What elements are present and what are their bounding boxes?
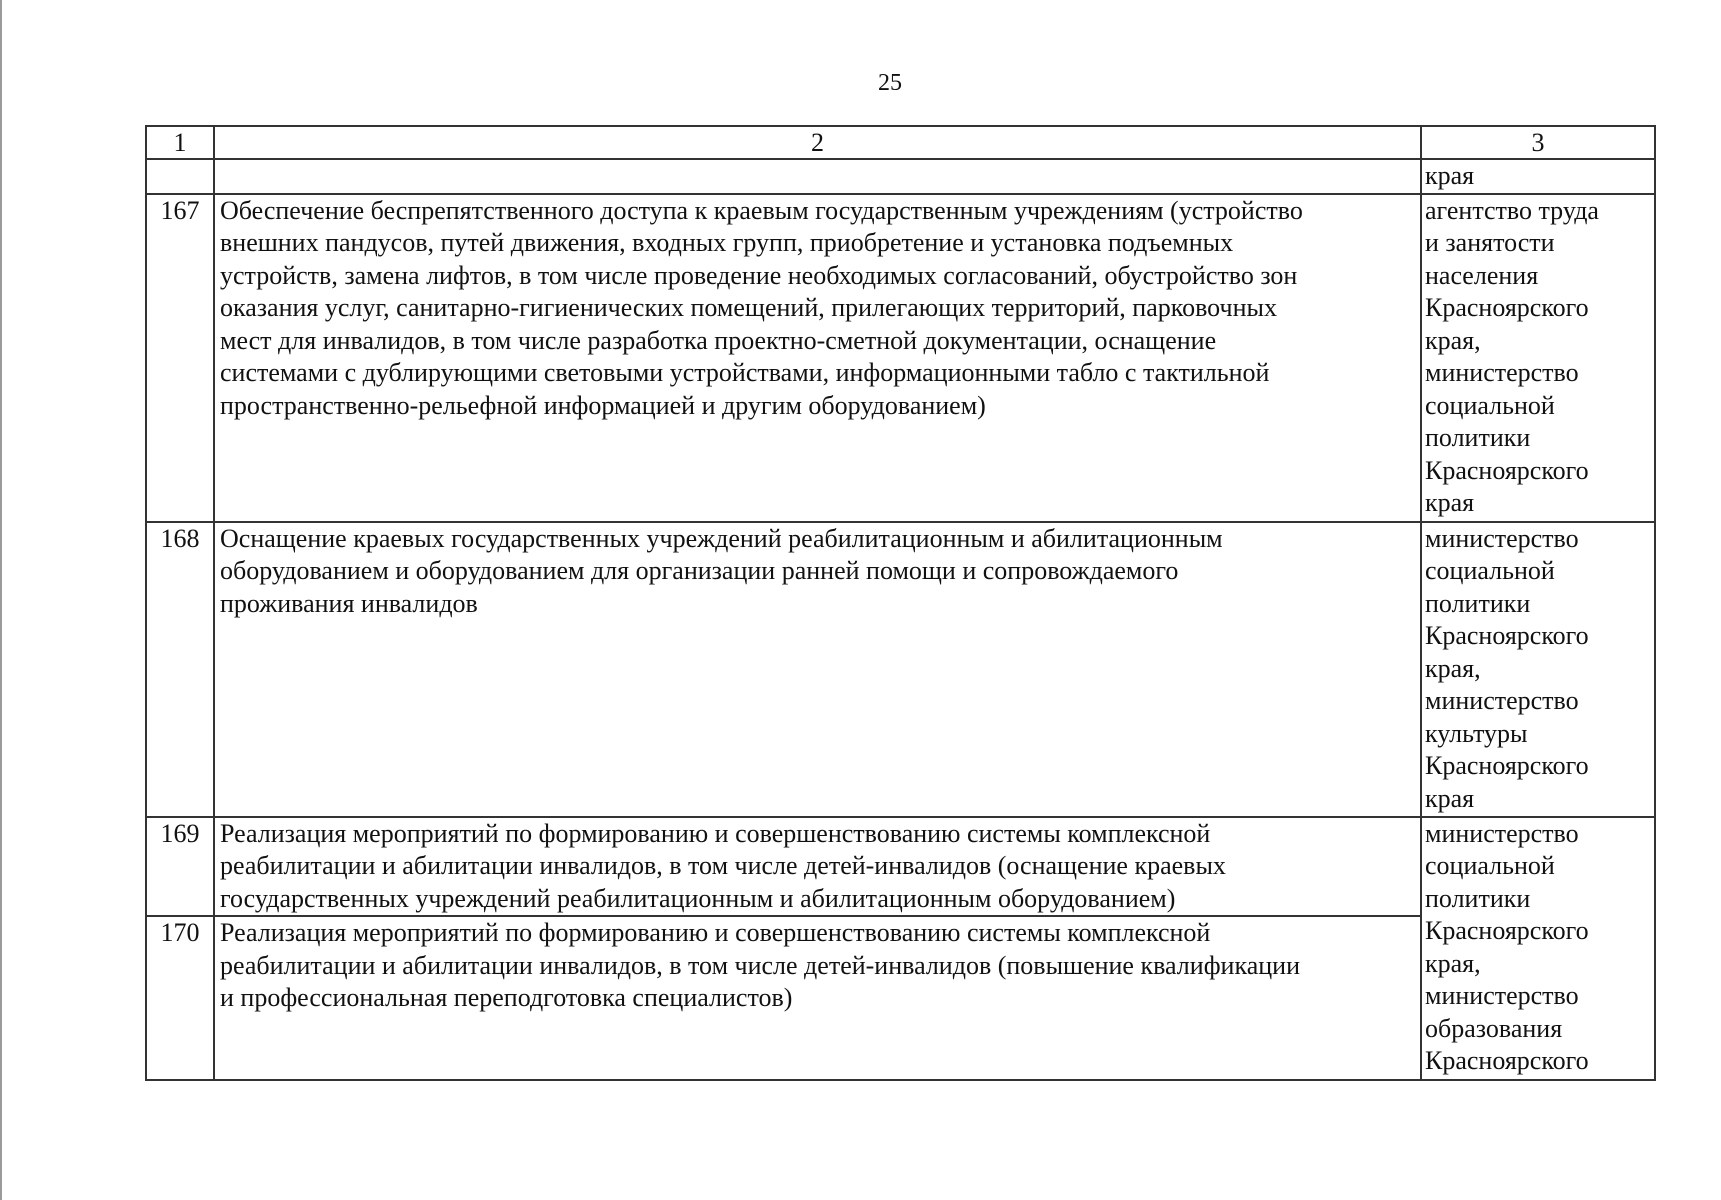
column-header-responsible: 3 — [1421, 126, 1655, 159]
description-line: реабилитации и абилитации инвалидов, в том числе детей-инвалидов (повышение квалификации — [220, 950, 1300, 980]
responsible-line: политики — [1425, 883, 1531, 913]
responsible-line: политики — [1425, 423, 1531, 452]
responsible-line: Красноярского — [1425, 751, 1589, 780]
column-header-number: 1 — [146, 126, 214, 159]
row-description-cell — [214, 159, 1421, 194]
row-responsible-cell-merged — [1421, 817, 1655, 1081]
row-responsible-cell — [1421, 159, 1655, 194]
row-description-cell — [214, 916, 1421, 1080]
responsible-line: политики — [1425, 588, 1531, 618]
responsible-line: Красноярского — [1425, 293, 1589, 322]
responsible-line: края — [1425, 488, 1475, 517]
description-line: оказания услуг, санитарно-гигиенических помещений, прилегающих территорий, парковочных — [220, 293, 1277, 322]
responsible-line: образования — [1425, 1013, 1563, 1043]
responsible-line: агентство труда — [1425, 195, 1599, 225]
measures-table — [145, 125, 1656, 1081]
description-line: государственных учреждений реабилитационным и абилитационным оборудованием) — [220, 883, 1176, 913]
table-row-169 — [146, 817, 1655, 917]
responsible-line: Красноярского — [1425, 455, 1589, 485]
column-header-description: 2 — [214, 126, 1421, 159]
responsible-line: края — [1425, 161, 1475, 190]
table-row-continuation — [146, 159, 1655, 194]
row-number-cell: 169 — [146, 817, 214, 917]
responsible-line: министерство — [1425, 523, 1579, 553]
row-description-cell — [214, 817, 1421, 917]
description-line: Обеспечение беспрепятственного доступа к краевым государственным учреждениям (устройство — [220, 195, 1303, 225]
row-number-cell: 170 — [146, 916, 214, 1080]
table-row-167 — [146, 194, 1655, 522]
responsible-line: края — [1425, 783, 1475, 813]
responsible-line: Красноярского — [1425, 916, 1589, 945]
responsible-line: населения — [1425, 260, 1539, 290]
description-line: Оснащение краевых государственных учреждений реабилитационным и абилитационным — [220, 523, 1223, 553]
responsible-line: Красноярского — [1425, 1046, 1589, 1075]
description-line: и профессиональная переподготовка специалистов) — [220, 983, 793, 1012]
table-row-168 — [146, 522, 1655, 817]
row-description-cell — [214, 522, 1421, 817]
responsible-line: социальной — [1425, 851, 1555, 880]
page-number: 25 — [878, 70, 902, 96]
responsible-line: культуры — [1425, 718, 1528, 748]
responsible-line: края, — [1425, 948, 1481, 978]
responsible-line: министерство — [1425, 686, 1579, 715]
responsible-line: социальной — [1425, 390, 1555, 420]
row-responsible-cell — [1421, 522, 1655, 817]
description-line: оборудованием и оборудованием для организации ранней помощи и сопровождаемого — [220, 556, 1179, 585]
responsible-line: министерство — [1425, 981, 1579, 1010]
responsible-line: министерство — [1425, 358, 1579, 387]
description-line: устройств, замена лифтов, в том числе проведение необходимых согласований, обустройство зон — [220, 260, 1298, 290]
table-header-row — [146, 126, 1655, 159]
row-responsible-cell — [1421, 194, 1655, 522]
description-line: внешних пандусов, путей движения, входных групп, приобретение и установка подъемных — [220, 228, 1234, 257]
row-number-cell: 168 — [146, 522, 214, 817]
row-description-cell — [214, 194, 1421, 522]
description-line: пространственно-рельефной информацией и другим оборудованием) — [220, 390, 986, 420]
responsible-line: министерство — [1425, 818, 1579, 848]
description-line: системами с дублирующими световыми устройствами, информационными табло с тактильной — [220, 358, 1270, 387]
description-line: проживания инвалидов — [220, 588, 478, 618]
responsible-line: социальной — [1425, 556, 1555, 585]
description-line: Реализация мероприятий по формированию и совершенствованию системы комплексной — [220, 918, 1211, 947]
responsible-line: и занятости — [1425, 228, 1555, 257]
responsible-line: края, — [1425, 325, 1481, 355]
row-number-cell — [146, 159, 214, 194]
responsible-line: края, — [1425, 653, 1481, 683]
row-number-cell: 167 — [146, 194, 214, 522]
responsible-line: Красноярского — [1425, 621, 1589, 650]
description-line: реабилитации и абилитации инвалидов, в том числе детей-инвалидов (оснащение краевых — [220, 851, 1226, 880]
description-line: Реализация мероприятий по формированию и совершенствованию системы комплексной — [220, 818, 1211, 848]
scan-edge — [0, 0, 2, 1200]
description-line: мест для инвалидов, в том числе разработка проектно-сметной документации, оснащение — [220, 325, 1217, 355]
